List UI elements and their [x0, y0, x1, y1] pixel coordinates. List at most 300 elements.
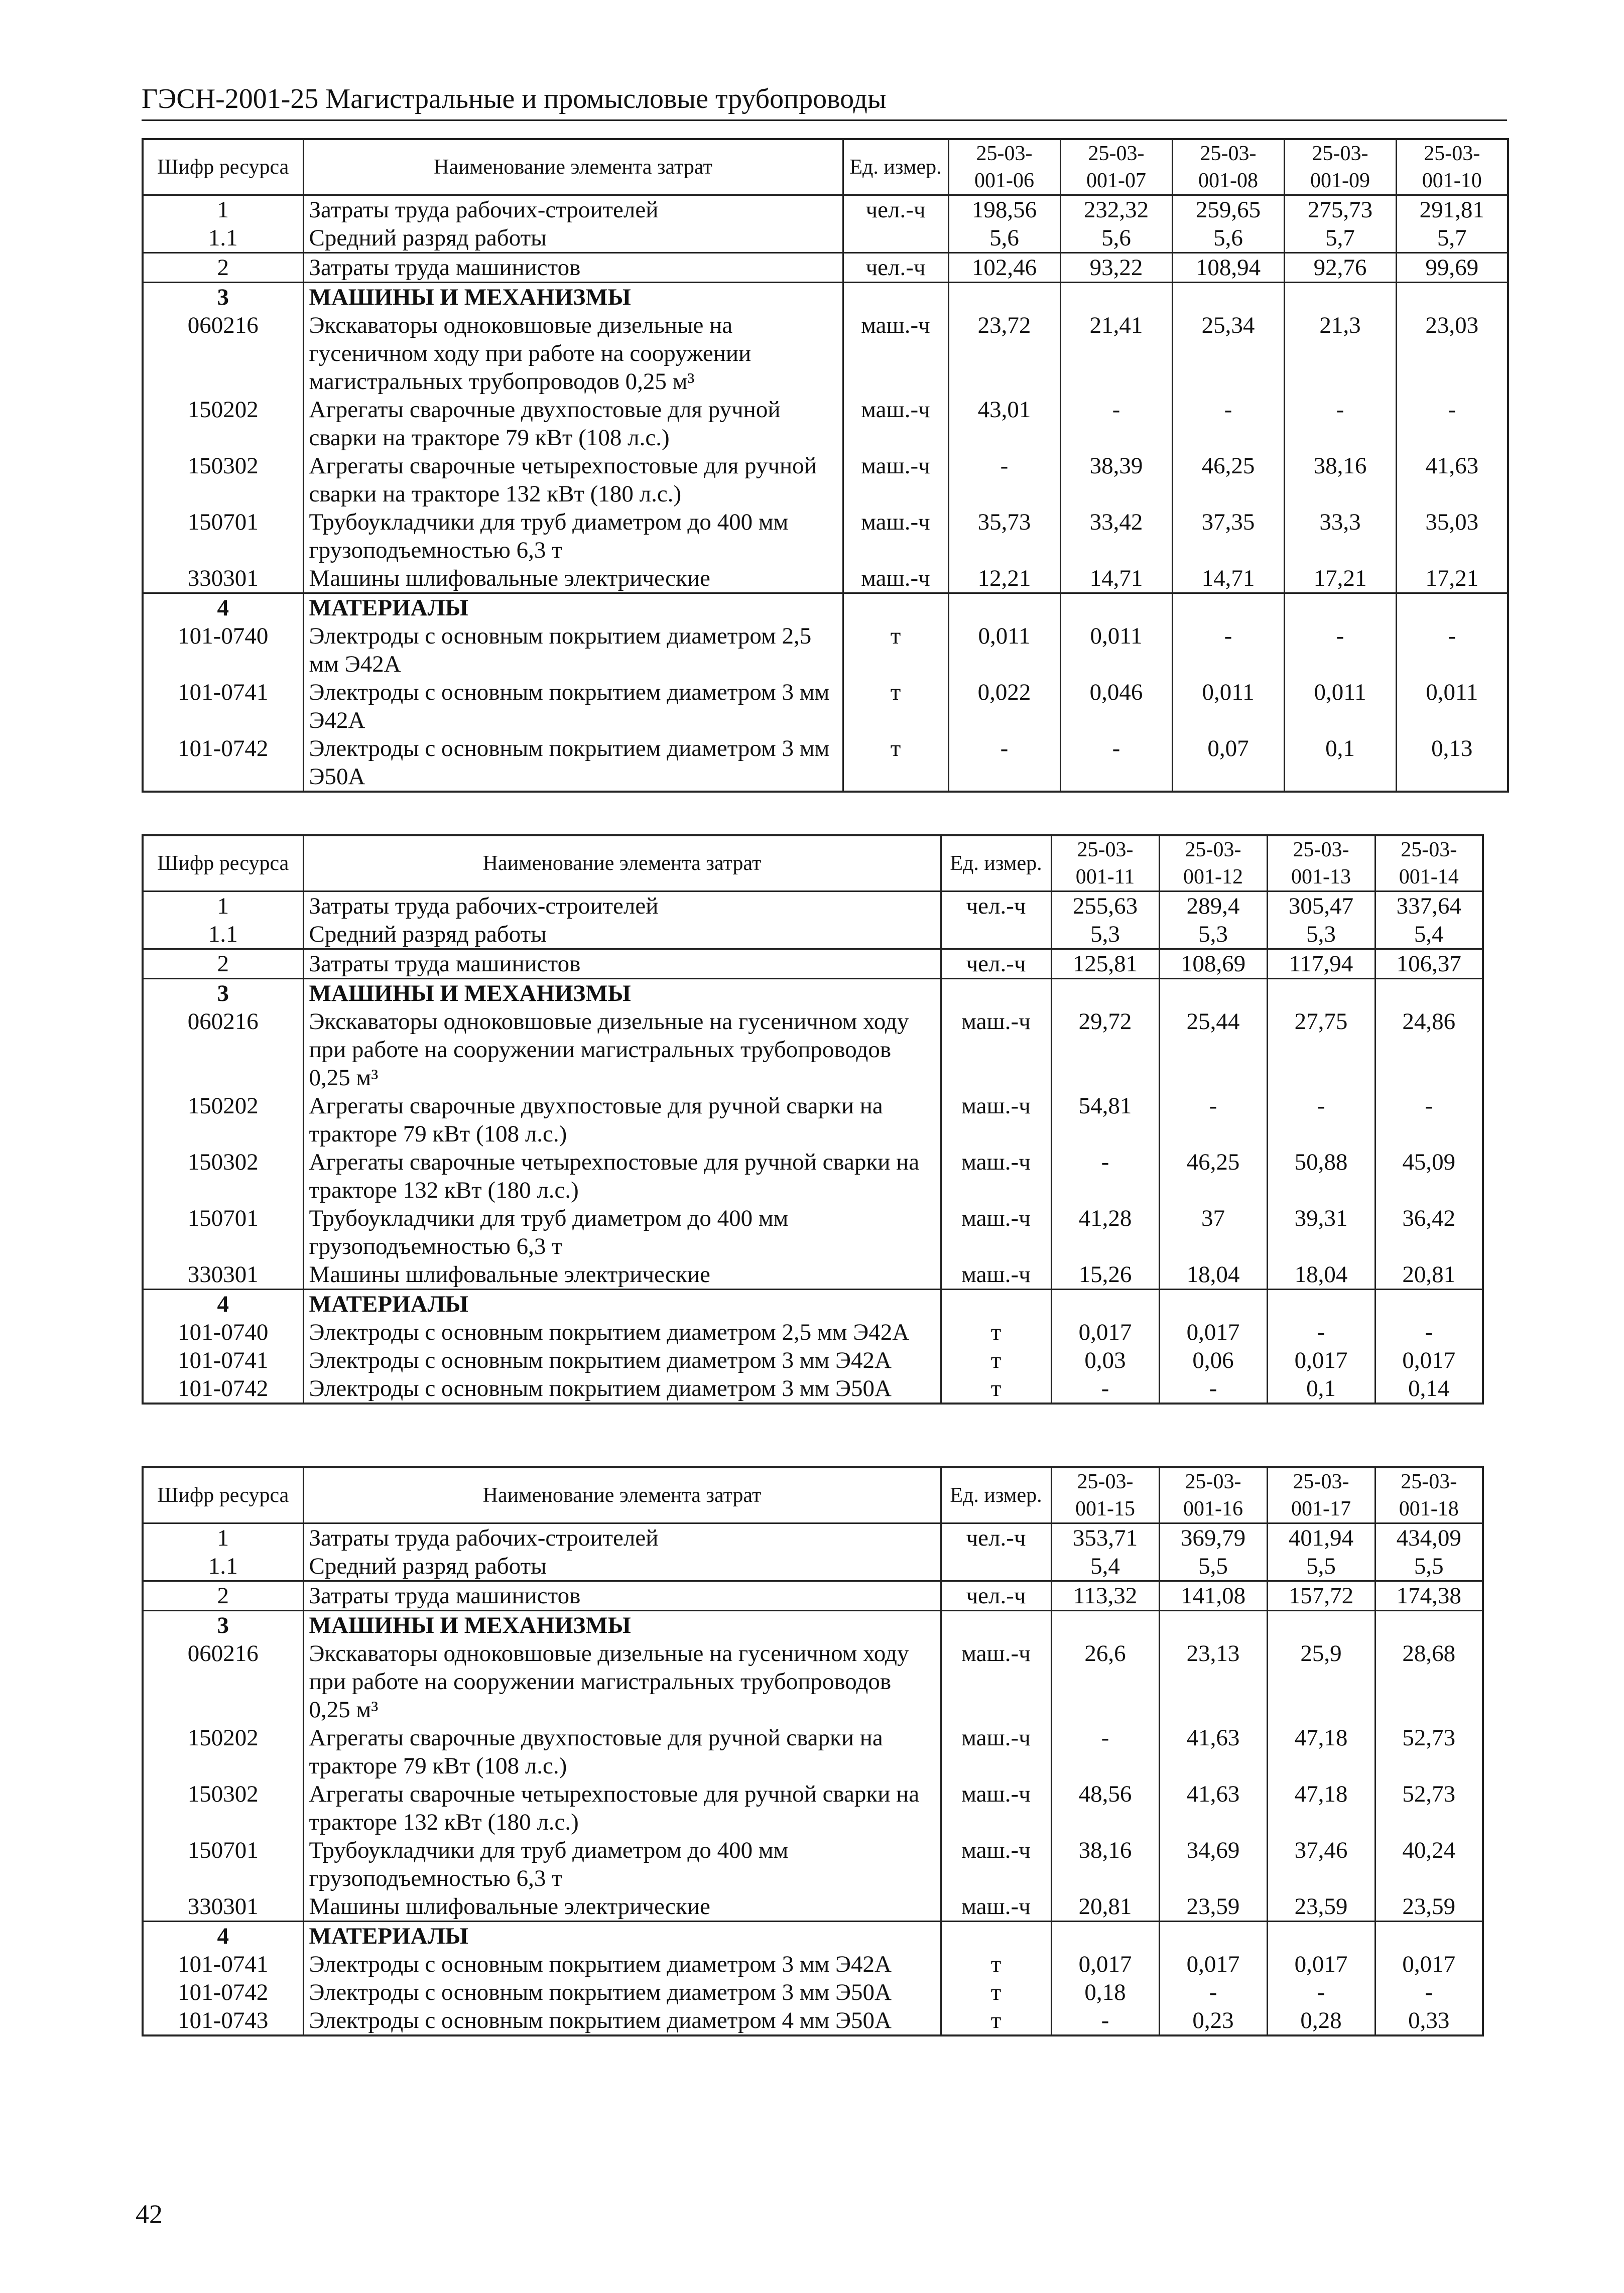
value-cell: 33,42 [1060, 508, 1172, 564]
value-cell: 29,72 [1051, 1007, 1159, 1092]
cost-element-name: МАШИНЫ И МЕХАНИЗМЫ [303, 283, 843, 312]
column-header-norm: 25-03- 001-12 [1159, 835, 1267, 891]
table-row [143, 1260, 1483, 1290]
value-cell: 5,5 [1375, 1552, 1483, 1581]
value-cell: 41,63 [1159, 1780, 1267, 1836]
value-cell: 5,5 [1159, 1552, 1267, 1581]
unit-cell: чел.-ч [843, 253, 948, 283]
resource-code: 060216 [143, 1639, 303, 1724]
value-cell [1375, 1290, 1483, 1319]
value-cell: 47,18 [1267, 1724, 1375, 1780]
cost-element-name: Затраты труда рабочих-строителей [303, 195, 843, 224]
value-cell: 52,73 [1402, 1725, 1456, 1751]
value-cell: 50,88 [1267, 1148, 1375, 1204]
table-row [143, 1148, 1483, 1204]
unit-cell: маш.-ч [843, 508, 948, 564]
unit-cell [941, 1290, 1051, 1319]
value-cell: - [1051, 1724, 1159, 1780]
value-cell: 5,7 [1284, 224, 1396, 253]
value-cell: 275,73 [1284, 195, 1396, 224]
value-cell: - [1159, 1092, 1267, 1148]
resource-code: 330301 [143, 1892, 303, 1922]
value-cell [1284, 593, 1396, 622]
value-cell: 25,9 [1267, 1639, 1375, 1724]
table-row [143, 622, 1508, 678]
cost-element-name: Трубоукладчики для труб диаметром до 400 мм грузоподъемностью 6,3 т [303, 1836, 941, 1892]
value-cell: 38,16 [1284, 452, 1396, 508]
value-cell: 289,4 [1159, 891, 1267, 921]
section-row [143, 1611, 1483, 1640]
value-cell: 0,18 [1051, 1978, 1159, 2006]
value-cell: - [1051, 1148, 1159, 1204]
value-cell [1159, 1290, 1267, 1319]
value-cell: 0,011 [948, 622, 1060, 678]
table-row [143, 1639, 1483, 1724]
value-cell: 25,44 [1159, 1007, 1267, 1092]
value-cell [948, 593, 1060, 622]
cost-element-name: Электроды с основным покрытием диаметром 3 мм Э50А [303, 1374, 941, 1404]
value-cell [1267, 1290, 1375, 1319]
value-cell: 0,14 [1375, 1374, 1483, 1404]
table-row [143, 1374, 1483, 1404]
value-cell: 5,4 [1375, 920, 1483, 949]
value-cell: 0,13 [1396, 734, 1508, 792]
value-cell [1051, 1922, 1159, 1951]
value-cell: 47,18 [1267, 1780, 1375, 1836]
value-cell: 24,86 [1402, 1008, 1456, 1035]
resource-code: 101-0741 [143, 678, 303, 734]
value-cell [1375, 1611, 1483, 1640]
column-header-norm: 25-03- 001-10 [1396, 139, 1508, 195]
resource-code: 150701 [143, 1204, 303, 1260]
value-cell: 259,65 [1172, 195, 1284, 224]
value-cell [1159, 1611, 1267, 1640]
resource-code: 150202 [143, 1092, 303, 1148]
column-header-norm: 25-03- 001-11 [1051, 835, 1159, 891]
page-header: ГЭСН-2001-25 Магистральные и промысловые трубопроводы [142, 81, 1507, 121]
value-cell: 99,69 [1396, 253, 1508, 283]
value-cell: 25,34 [1172, 311, 1284, 396]
table-row [143, 253, 1508, 283]
unit-cell: маш.-ч [941, 1892, 1051, 1922]
value-cell: 337,64 [1396, 893, 1461, 919]
value-cell: 369,79 [1159, 1523, 1267, 1553]
unit-cell: т [843, 622, 948, 678]
value-cell: 43,01 [948, 396, 1060, 452]
value-cell: 108,94 [1172, 253, 1284, 283]
column-header-norm: 25-03- 001-14 [1375, 835, 1483, 891]
value-cell: 23,03 [1425, 312, 1479, 338]
cost-element-name: Экскаваторы одноковшовые дизельные на гусеничном ходу при работе на сооружении магистральных трубопроводов 0,25 м³ [303, 1639, 941, 1724]
value-cell: 5,6 [1060, 224, 1172, 253]
unit-cell: т [843, 678, 948, 734]
unit-cell [843, 283, 948, 312]
value-cell: 113,32 [1051, 1581, 1159, 1611]
table-row [143, 1780, 1483, 1836]
cost-element-name: Средний разряд работы [303, 224, 843, 253]
value-cell: 0,046 [1060, 678, 1172, 734]
value-cell: 157,72 [1267, 1581, 1375, 1611]
unit-cell [941, 979, 1051, 1008]
resource-code: 1 [143, 195, 303, 224]
cost-element-name: Трубоукладчики для труб диаметром до 400 мм грузоподъемностью 6,3 т [303, 508, 843, 564]
column-header-unit: Ед. измер. [941, 1467, 1051, 1523]
cost-element-name: Экскаваторы одноковшовые дизельные на гусеничном ходу при работе на сооружении магистральных трубопроводов 0,25 м³ [303, 311, 843, 396]
cost-element-name: Затраты труда машинистов [303, 949, 941, 979]
value-cell: 0,017 [1402, 1347, 1456, 1373]
resource-code: 4 [143, 1290, 303, 1319]
cost-element-name: Трубоукладчики для труб диаметром до 400 мм грузоподъемностью 6,3 т [303, 1204, 941, 1260]
value-cell: 35,73 [948, 508, 1060, 564]
value-cell: 5,5 [1267, 1552, 1375, 1581]
cost-element-name: Электроды с основным покрытием диаметром 3 мм Э42А [303, 678, 843, 734]
value-cell: 17,21 [1284, 564, 1396, 593]
column-header-norm: 25-03- 001-08 [1172, 139, 1284, 195]
value-cell: 37,35 [1172, 508, 1284, 564]
unit-cell: чел.-ч [941, 1523, 1051, 1553]
value-cell: 17,21 [1396, 564, 1508, 593]
value-cell: - [1267, 1318, 1375, 1346]
cost-element-name: Агрегаты сварочные четырехпостовые для ручной сварки на тракторе 132 кВт (180 л.с.) [303, 1780, 941, 1836]
value-cell: 0,07 [1172, 734, 1284, 792]
value-cell: - [1060, 396, 1172, 452]
cost-element-name: Средний разряд работы [303, 1552, 941, 1581]
value-cell: - [1159, 1978, 1267, 2006]
resource-table-2 [142, 834, 1484, 1405]
unit-cell: маш.-ч [941, 1204, 1051, 1260]
resource-code: 150302 [143, 1780, 303, 1836]
resource-code: 4 [143, 1922, 303, 1951]
value-cell: - [1267, 1978, 1375, 2006]
value-cell: 23,59 [1375, 1892, 1483, 1922]
table-row [143, 891, 1483, 921]
resource-code: 1.1 [143, 224, 303, 253]
cost-element-name: Агрегаты сварочные двухпостовые для ручной сварки на тракторе 79 кВт (108 л.с.) [303, 396, 843, 452]
value-cell: 27,75 [1267, 1007, 1375, 1092]
value-cell: - [1159, 1374, 1267, 1404]
column-header-name: Наименование элемента затрат [303, 139, 843, 195]
column-header-norm: 25-03- 001-13 [1267, 835, 1375, 891]
resource-code: 3 [143, 1611, 303, 1640]
value-cell [1267, 979, 1375, 1008]
unit-cell: т [941, 2006, 1051, 2035]
value-cell: 45,09 [1402, 1149, 1456, 1175]
cost-element-name: Электроды с основным покрытием диаметром 3 мм Э50А [303, 734, 843, 792]
value-cell: 23,59 [1267, 1892, 1375, 1922]
unit-cell: маш.-ч [941, 1148, 1051, 1204]
value-cell: 141,08 [1159, 1581, 1267, 1611]
value-cell: 46,25 [1172, 452, 1284, 508]
resource-code: 4 [143, 593, 303, 622]
section-row [143, 283, 1508, 312]
unit-cell: т [941, 1346, 1051, 1374]
table-row [143, 734, 1508, 792]
table-row [143, 311, 1508, 396]
value-cell [1375, 1922, 1483, 1951]
value-cell: 0,017 [1159, 1318, 1267, 1346]
cost-element-name: МАТЕРИАЛЫ [303, 1290, 941, 1319]
cost-element-name: Агрегаты сварочные четырехпостовые для ручной сварки на тракторе 132 кВт (180 л.с.) [303, 452, 843, 508]
value-cell: - [1060, 734, 1172, 792]
resource-code: 060216 [143, 1007, 303, 1092]
table-row [143, 1892, 1483, 1922]
cost-element-name: МАТЕРИАЛЫ [303, 1922, 941, 1951]
value-cell: 93,22 [1060, 253, 1172, 283]
resource-code: 150302 [143, 452, 303, 508]
column-header-code: Шифр ресурса [143, 139, 303, 195]
cost-element-name: Экскаваторы одноковшовые дизельные на гусеничном ходу при работе на сооружении магистральных трубопроводов 0,25 м³ [303, 1007, 941, 1092]
value-cell: 0,1 [1284, 734, 1396, 792]
table-row [143, 1581, 1483, 1611]
resource-code: 060216 [143, 311, 303, 396]
unit-cell: маш.-ч [843, 311, 948, 396]
unit-cell: маш.-ч [941, 1639, 1051, 1724]
value-cell: - [1284, 396, 1396, 452]
value-cell: 174,38 [1375, 1581, 1483, 1611]
resource-code: 1.1 [143, 920, 303, 949]
value-cell: 34,69 [1159, 1836, 1267, 1892]
table-row [143, 920, 1483, 949]
resource-code: 330301 [143, 564, 303, 593]
value-cell: 46,25 [1159, 1148, 1267, 1204]
value-cell: 18,04 [1159, 1260, 1267, 1290]
resource-code: 101-0740 [143, 1318, 303, 1346]
table-row [143, 2006, 1483, 2035]
table-row [143, 678, 1508, 734]
resource-code: 101-0741 [143, 1950, 303, 1978]
value-cell: 108,69 [1159, 949, 1267, 979]
value-cell: 41,28 [1051, 1204, 1159, 1260]
value-cell: 0,011 [1172, 678, 1284, 734]
value-cell: - [1172, 622, 1284, 678]
value-cell: 14,71 [1060, 564, 1172, 593]
column-header-norm: 25-03- 001-17 [1267, 1467, 1375, 1523]
cost-element-name: Затраты труда рабочих-строителей [303, 1523, 941, 1553]
unit-cell: маш.-ч [941, 1260, 1051, 1290]
value-cell: 5,7 [1396, 224, 1508, 253]
cost-element-name: Затраты труда рабочих-строителей [303, 891, 941, 921]
value-cell: 18,04 [1267, 1260, 1375, 1290]
section-row [143, 1290, 1483, 1319]
cost-element-name: Затраты труда машинистов [303, 253, 843, 283]
table-row [143, 1007, 1483, 1092]
value-cell: 38,39 [1060, 452, 1172, 508]
table-row [143, 1950, 1483, 1978]
value-cell: 21,3 [1284, 311, 1396, 396]
unit-cell: чел.-ч [941, 891, 1051, 921]
unit-cell: маш.-ч [941, 1780, 1051, 1836]
value-cell: 15,26 [1051, 1260, 1159, 1290]
value-cell: 255,63 [1051, 891, 1159, 921]
unit-cell [941, 920, 1051, 949]
value-cell: 41,63 [1159, 1724, 1267, 1780]
table-row [143, 1978, 1483, 2006]
table-row [143, 396, 1508, 452]
value-cell: 5,3 [1159, 920, 1267, 949]
value-cell: - [1051, 1374, 1159, 1404]
value-cell: 40,24 [1402, 1837, 1456, 1863]
value-cell: - [1051, 2006, 1159, 2035]
resource-code: 150302 [143, 1148, 303, 1204]
unit-cell: маш.-ч [843, 396, 948, 452]
value-cell: 36,42 [1402, 1205, 1456, 1231]
table-row [143, 508, 1508, 564]
value-cell: 23,72 [948, 311, 1060, 396]
unit-cell: маш.-ч [941, 1836, 1051, 1892]
value-cell [1051, 979, 1159, 1008]
value-cell: 0,017 [1051, 1950, 1159, 1978]
unit-cell: чел.-ч [941, 949, 1051, 979]
value-cell: 23,59 [1159, 1892, 1267, 1922]
value-cell: 0,06 [1159, 1346, 1267, 1374]
value-cell: 28,68 [1402, 1640, 1456, 1667]
value-cell: 291,81 [1419, 197, 1484, 223]
section-row [143, 979, 1483, 1008]
resource-code: 101-0742 [143, 1978, 303, 2006]
value-cell: 21,41 [1060, 311, 1172, 396]
column-header-norm: 25-03- 001-18 [1375, 1467, 1483, 1523]
value-cell [948, 283, 1060, 312]
column-header-code: Шифр ресурса [143, 835, 303, 891]
value-cell: 102,46 [948, 253, 1060, 283]
table-row [143, 1346, 1483, 1374]
value-cell: - [1425, 1979, 1433, 2005]
value-cell: 35,03 [1425, 509, 1479, 535]
section-row [143, 593, 1508, 622]
unit-cell [941, 1552, 1051, 1581]
resource-table-3 [142, 1466, 1484, 2036]
value-cell: 0,03 [1051, 1346, 1159, 1374]
cost-element-name: Машины шлифовальные электрические [303, 1260, 941, 1290]
value-cell: 0,011 [1426, 679, 1478, 705]
column-header-norm: 25-03- 001-15 [1051, 1467, 1159, 1523]
value-cell [1172, 593, 1284, 622]
resource-code: 101-0742 [143, 734, 303, 792]
cost-element-name: Агрегаты сварочные двухпостовые для ручной сварки на тракторе 79 кВт (108 л.с.) [303, 1724, 941, 1780]
unit-cell: маш.-ч [941, 1724, 1051, 1780]
value-cell: 434,09 [1396, 1525, 1461, 1551]
resource-code: 101-0740 [143, 622, 303, 678]
resource-table-1 [142, 138, 1509, 793]
cost-element-name: Машины шлифовальные электрические [303, 564, 843, 593]
value-cell: - [1425, 1093, 1433, 1119]
cost-element-name: Машины шлифовальные электрические [303, 1892, 941, 1922]
value-cell: 106,37 [1375, 949, 1483, 979]
table-row [143, 1552, 1483, 1581]
value-cell [1159, 1922, 1267, 1951]
value-cell: 38,16 [1051, 1836, 1159, 1892]
unit-cell: маш.-ч [843, 564, 948, 593]
value-cell [1396, 593, 1508, 622]
value-cell: 117,94 [1267, 949, 1375, 979]
value-cell [1267, 1611, 1375, 1640]
table-row [143, 452, 1508, 508]
value-cell: 48,56 [1051, 1780, 1159, 1836]
column-header-norm: 25-03- 001-16 [1159, 1467, 1267, 1523]
column-header-norm: 25-03- 001-07 [1060, 139, 1172, 195]
resource-code: 1 [143, 1523, 303, 1553]
value-cell: 37 [1159, 1204, 1267, 1260]
resource-code: 2 [143, 949, 303, 979]
table-row [143, 195, 1508, 224]
value-cell: 39,31 [1267, 1204, 1375, 1260]
unit-cell [843, 224, 948, 253]
value-cell [1159, 979, 1267, 1008]
value-cell: 5,4 [1051, 1552, 1159, 1581]
unit-cell: т [941, 1318, 1051, 1346]
value-cell: 14,71 [1172, 564, 1284, 593]
cost-element-name: МАШИНЫ И МЕХАНИЗМЫ [303, 1611, 941, 1640]
value-cell: 305,47 [1267, 891, 1375, 921]
resource-code: 330301 [143, 1260, 303, 1290]
unit-cell: т [843, 734, 948, 792]
value-cell: 0,011 [1284, 678, 1396, 734]
resource-code: 2 [143, 1581, 303, 1611]
value-cell: 52,73 [1402, 1781, 1456, 1807]
resource-code: 101-0741 [143, 1346, 303, 1374]
value-cell: 0,017 [1159, 1950, 1267, 1978]
unit-cell [941, 1611, 1051, 1640]
cost-element-name: Электроды с основным покрытием диаметром 2,5 мм Э42А [303, 1318, 941, 1346]
table-row [143, 224, 1508, 253]
resource-code: 3 [143, 283, 303, 312]
value-cell: 20,81 [1051, 1892, 1159, 1922]
table-row [143, 949, 1483, 979]
value-cell [1060, 283, 1172, 312]
unit-cell [843, 593, 948, 622]
table-row [143, 1204, 1483, 1260]
value-cell: - [1448, 397, 1456, 423]
value-cell: 0,022 [948, 678, 1060, 734]
section-row [143, 1922, 1483, 1951]
cost-element-name: Электроды с основным покрытием диаметром 3 мм Э42А [303, 1346, 941, 1374]
cost-element-name: Электроды с основным покрытием диаметром 3 мм Э50А [303, 1978, 941, 2006]
table-row [143, 1724, 1483, 1780]
value-cell: 0,011 [1060, 622, 1172, 678]
value-cell: 0,28 [1267, 2006, 1375, 2035]
unit-cell: т [941, 1950, 1051, 1978]
value-cell: 198,56 [948, 195, 1060, 224]
value-cell: - [948, 452, 1060, 508]
resource-code: 150202 [143, 396, 303, 452]
value-cell: 232,32 [1060, 195, 1172, 224]
value-cell: - [1172, 396, 1284, 452]
cost-element-name: МАШИНЫ И МЕХАНИЗМЫ [303, 979, 941, 1008]
value-cell: - [948, 734, 1060, 792]
value-cell: 0,017 [1267, 1346, 1375, 1374]
value-cell: - [1284, 622, 1396, 678]
value-cell: 0,1 [1267, 1374, 1375, 1404]
column-header-unit: Ед. измер. [941, 835, 1051, 891]
resource-code: 150701 [143, 508, 303, 564]
value-cell [1284, 283, 1396, 312]
value-cell: 5,6 [1172, 224, 1284, 253]
value-cell: 0,017 [1267, 1950, 1375, 1978]
unit-cell: маш.-ч [843, 452, 948, 508]
value-cell: 5,3 [1051, 920, 1159, 949]
value-cell: 23,13 [1159, 1639, 1267, 1724]
resource-code: 2 [143, 253, 303, 283]
unit-cell: маш.-ч [941, 1092, 1051, 1148]
value-cell: 20,81 [1375, 1260, 1483, 1290]
value-cell [1051, 1611, 1159, 1640]
unit-cell: маш.-ч [941, 1007, 1051, 1092]
value-cell [1396, 283, 1508, 312]
resource-code: 150202 [143, 1724, 303, 1780]
value-cell: 0,017 [1402, 1951, 1456, 1977]
value-cell: 5,3 [1267, 920, 1375, 949]
unit-cell: т [941, 1374, 1051, 1404]
